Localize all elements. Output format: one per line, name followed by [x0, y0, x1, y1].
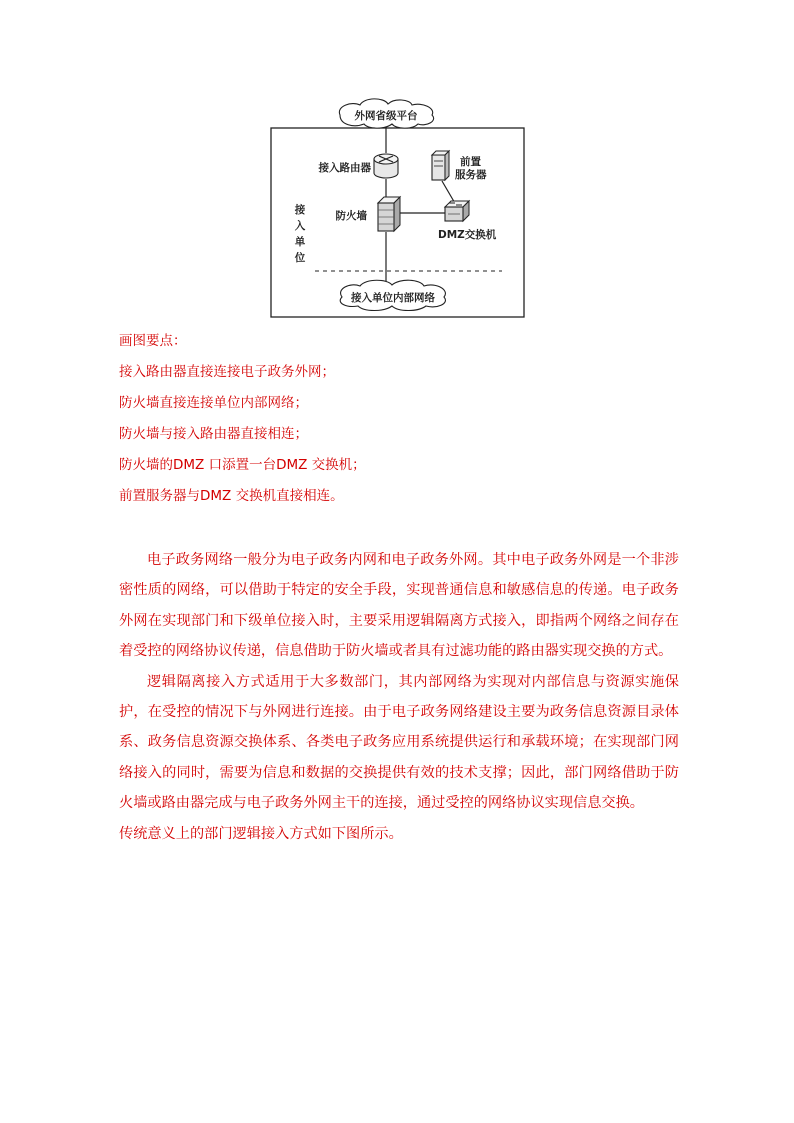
top-cloud-label: 外网省级平台: [354, 110, 418, 122]
bottom-cloud-label: 接入单位内部网络: [351, 292, 435, 304]
dmz-switch-label: DMZ交换机: [438, 229, 497, 241]
drawing-point-item: 前置服务器与DMZ 交换机直接相连。: [119, 488, 344, 504]
body-paragraph: 逻辑隔离接入方式适用于大多数部门，其内部网络为实现对内部信息与资源实施保护，在受控的情况下与外网进行连接。由于电子政务网络建设主要为政务信息资源目录体系、政务信息资源交换体系、各类电子政务应用系统提供运行和承载环境；在实现部门网络接入的同时，需要为信息和数据的交换提供有效的技术支撑；因此，部门网络借助于防火墙或路由器完成与电子政务外网主干的连接，通过受控的网络协议实现信息交换。: [119, 673, 679, 812]
body-paragraph: 电子政务网络一般分为电子政务内网和电子政务外网。其中电子政务外网是一个非涉密性质的网络，可以借助于特定的安全手段，实现普通信息和敏感信息的传递。电子政务外网在实现部门和下级单位接入时，主要采用逻辑隔离方式接入，即指两个网络之间存在着受控的网络协议传递，信息借助于防火墙或者具有过滤功能的路由器实现交换的方式。: [119, 552, 679, 660]
side-label-char-1: 接: [294, 204, 306, 216]
firewall-icon: [378, 197, 400, 231]
server-icon: [432, 151, 449, 180]
side-label-char-3: 单: [294, 236, 306, 248]
server-label-1: 前置: [460, 156, 481, 168]
firewall-label: 防火墙: [335, 210, 367, 222]
network-diagram: [270, 95, 526, 318]
external-network-cloud: [339, 99, 433, 128]
drawing-point-item: 防火墙与接入路由器直接相连；: [119, 426, 308, 442]
router-icon: [374, 154, 398, 178]
side-label-char-4: 位: [294, 252, 306, 264]
internal-network-cloud: [340, 280, 445, 310]
drawing-points-section: [119, 330, 699, 516]
router-label: 接入路由器: [318, 162, 371, 174]
server-label-2: 服务器: [455, 169, 487, 181]
drawing-point-item: 防火墙直接连接单位内部网络；: [119, 395, 308, 411]
drawing-points-heading: 画图要点：: [119, 333, 187, 349]
drawing-point-item: 接入路由器直接连接电子政务外网；: [119, 364, 335, 380]
body-text-section: [119, 545, 679, 849]
dmz-switch-icon: [445, 201, 469, 221]
side-label-char-2: 入: [294, 220, 306, 232]
closing-line: 传统意义上的部门逻辑接入方式如下图所示。: [119, 825, 403, 842]
drawing-point-item: 防火墙的DMZ 口添置一台DMZ 交换机；: [119, 457, 366, 473]
